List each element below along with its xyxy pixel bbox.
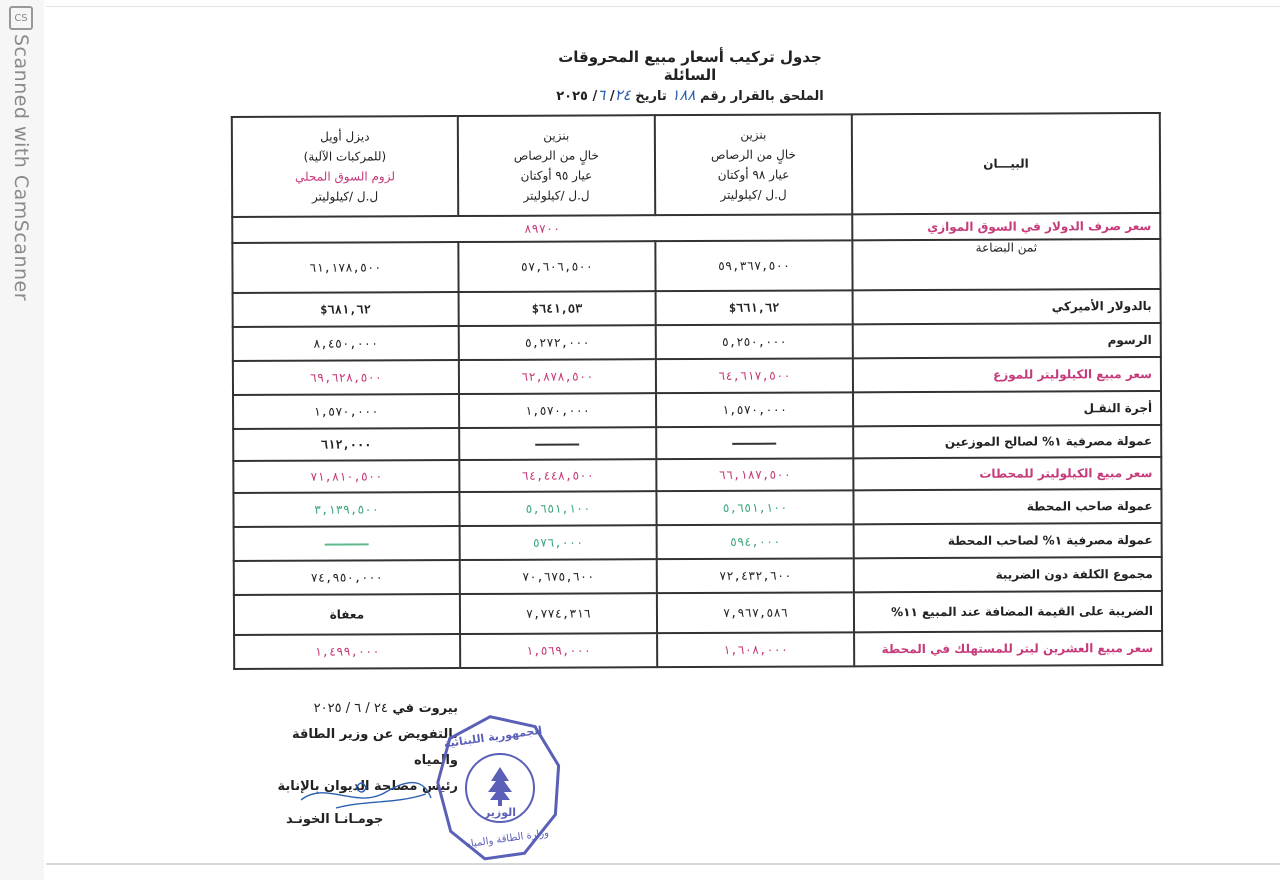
cell-value: ٥٧٦,٠٠٠ (459, 525, 656, 560)
header-line: لزوم السوق المحلي (294, 169, 396, 184)
date-sep: / (592, 89, 598, 104)
cell-value: ٦٦١,٦٢$ (656, 290, 853, 325)
header-label: البيـــان (852, 113, 1160, 214)
cell-value: ٧٠,٦٧٥,٦٠٠ (460, 559, 657, 594)
cell-empty (656, 426, 853, 459)
cell-value: ٦١٢,٠٠٠ (233, 428, 459, 461)
header-line: بنزين (740, 127, 767, 142)
cell-value: ٥,٦٥١,١٠٠ (656, 490, 853, 525)
cell-value: ٦٤,٦١٧,٥٠٠ (656, 358, 853, 393)
signature-line: رئيس مصلحة الديوان بالإنابة (277, 779, 458, 794)
header-line: ل.ل /كيلوليتر (523, 188, 590, 203)
header-line: عيار ٩٥ أوكتان (520, 168, 593, 183)
camscanner-logo-icon: CS (9, 6, 33, 30)
cell-value: ١,٦٠٨,٠٠٠ (657, 632, 854, 667)
table-row (234, 591, 1162, 635)
document-title: جدول تركيب أسعار مبيع المحروقات السائلة (558, 48, 822, 84)
header-gasoline-95 (458, 115, 655, 216)
header-line: عيار ٩٨ أوكتان (717, 167, 790, 182)
table-row (233, 457, 1161, 493)
cell-value: ١,٥٦٩,٠٠٠ (460, 633, 657, 668)
exchange-rate-value: ٨٩٧٠٠ (232, 214, 852, 243)
cell-value: ٧١,٨١٠,٥٠٠ (233, 460, 459, 493)
table-row (233, 357, 1161, 395)
cell-value: ٥,٢٧٢,٠٠٠ (459, 325, 656, 360)
cell-value: ١,٥٧٠,٠٠٠ (233, 394, 459, 429)
cell-value: ٦٢,٨٧٨,٥٠٠ (459, 359, 656, 394)
seal-center-text: الوزير (483, 806, 517, 819)
signature-line: بالتفويض عن وزير الطاقة والمياه (291, 727, 458, 768)
dash-mark (733, 442, 777, 444)
dash-mark (536, 443, 580, 445)
cell-value: ٦١,١٧٨,٥٠٠ (232, 242, 458, 293)
date-sep: / (609, 89, 615, 104)
document-subtitle (520, 86, 860, 104)
table-header-row (232, 113, 1160, 217)
date-month: ٦ (597, 86, 606, 104)
table-row (232, 213, 1160, 243)
cell-value: ١,٤٩٩,٠٠٠ (234, 634, 460, 669)
table-row (234, 631, 1162, 669)
row-label: ثمن البضاعة (852, 239, 1160, 290)
signatory-name: جومـانـا الخونـد (286, 812, 384, 827)
cedar-icon (488, 767, 512, 800)
row-label: سعر مبيع الكيلوليتر للمحطات (853, 457, 1161, 490)
cell-value: ٥٩,٣٦٧,٥٠٠ (655, 240, 852, 291)
decision-prefix: الملحق بالقرار رقم (700, 89, 824, 104)
header-line: بنزين (543, 128, 570, 143)
cell-value: ١,٥٧٠,٠٠٠ (656, 392, 853, 427)
cell-value: ٧,٧٧٤,٣١٦ (460, 593, 657, 634)
cell-value: ٥,٦٥١,١٠٠ (459, 491, 656, 526)
header-line: خالٍ من الرصاص (710, 147, 796, 162)
table-row (233, 425, 1161, 461)
table-row (234, 557, 1162, 595)
cell-empty (234, 526, 460, 561)
cell-value: ٦٩,٦٢٨,٥٠٠ (233, 360, 459, 395)
row-label: مجموع الكلفة دون الضريبة (854, 557, 1162, 592)
dash-mark (325, 543, 369, 545)
date-label: تاريخ (635, 89, 667, 104)
scanner-watermark: Scanned with CamScanner (10, 34, 32, 302)
header-line: خالٍ من الرصاص (513, 148, 599, 163)
row-label: سعر مبيع العشرين ليتر للمستهلك في المحطة (854, 631, 1162, 666)
cell-value: ٣,١٣٩,٥٠٠ (233, 492, 459, 527)
table-row (233, 289, 1161, 327)
table-row (234, 523, 1162, 561)
ministry-seal (435, 712, 565, 862)
row-label: سعر مبيع الكيلوليتر للموزع (853, 357, 1161, 392)
cell-value: ٨,٤٥٠,٠٠٠ (233, 326, 459, 361)
row-label: الضريبة على القيمة المضافة عند المبيع ١١% (854, 591, 1162, 632)
cell-value: معفاة (234, 594, 460, 635)
seal-bottom-text: وزارة الطاقة والمياه (465, 827, 550, 851)
header-line: ديزل أويل (320, 129, 370, 144)
signature-place: بيروت في (392, 701, 458, 716)
table-row (233, 323, 1161, 361)
header-diesel (232, 116, 458, 217)
row-label: بالدولار الأميركي (853, 289, 1161, 324)
row-label: عمولة مصرفية ١% لصالح الموزعين (853, 425, 1161, 458)
header-line: ل.ل /كيلوليتر (311, 189, 379, 204)
cell-value: ٥,٢٥٠,٠٠٠ (656, 324, 853, 359)
seal-top-text: الجمهورية اللبنانية (442, 723, 543, 751)
cell-value: ١,٥٧٠,٠٠٠ (459, 393, 656, 428)
price-table (231, 112, 1163, 670)
cell-value: ٦٤١,٥٣$ (458, 291, 655, 326)
row-label: سعر صرف الدولار في السوق الموازي (852, 213, 1160, 240)
scanner-strip (0, 0, 44, 880)
cell-value: ٦٤,٤٤٨,٥٠٠ (459, 459, 656, 492)
header-line: (للمركبات الآلية) (303, 149, 387, 164)
cell-value: ٥٩٤,٠٠٠ (657, 524, 854, 559)
signature-date: ٢٤ / ٦ / ٢٠٢٥ (313, 701, 388, 716)
cell-empty (459, 427, 656, 460)
decision-number: ١٨٨ (671, 86, 696, 104)
signature-place-date (248, 696, 458, 722)
cell-value: ٦٨١,٦٢$ (233, 292, 459, 327)
date-day: ٢٤ (614, 86, 631, 104)
cell-value: ٥٧,٦٠٦,٥٠٠ (458, 241, 655, 292)
table-row (232, 239, 1160, 293)
header-line: ل.ل /كيلوليتر (720, 187, 787, 202)
cell-value: ٧٤,٩٥٠,٠٠٠ (234, 560, 460, 595)
row-label: عمولة مصرفية ١% لصاحب المحطة (854, 523, 1162, 558)
row-label: الرسوم (853, 323, 1161, 358)
table-row (233, 489, 1161, 527)
header-gasoline-98 (655, 114, 852, 215)
date-year: ٢٠٢٥ (556, 89, 588, 104)
cell-value: ٧,٩٦٧,٥٨٦ (657, 592, 854, 633)
row-label: عمولة صاحب المحطة (853, 489, 1161, 524)
cell-value: ٦٦,١٨٧,٥٠٠ (656, 458, 853, 491)
row-label: أجرة النقـل (853, 391, 1161, 426)
cell-value: ٧٢,٤٣٢,٦٠٠ (657, 558, 854, 593)
table-row (233, 391, 1161, 429)
